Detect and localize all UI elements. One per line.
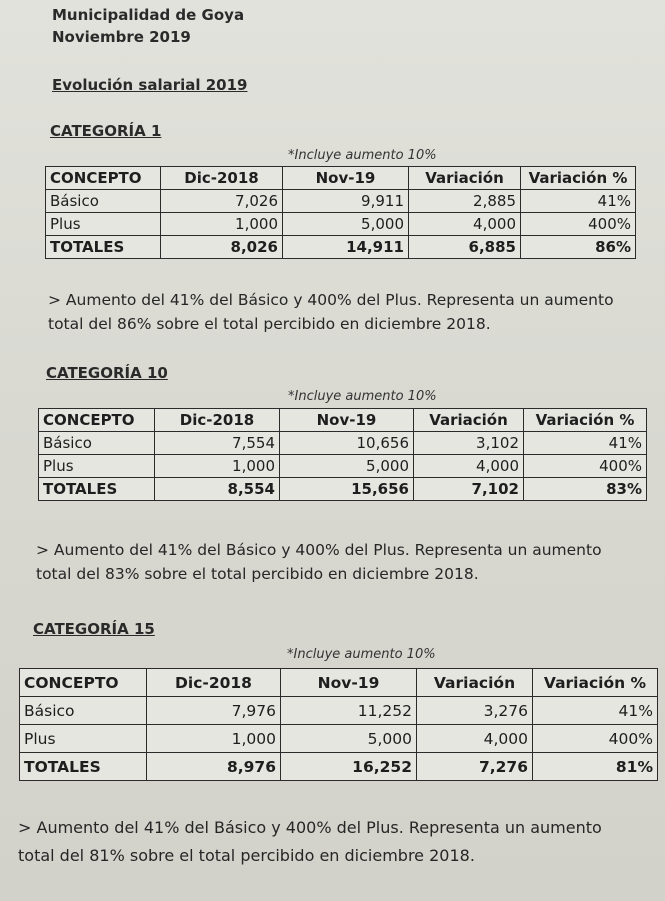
col-header: CONCEPTO bbox=[39, 409, 155, 432]
table-row bbox=[20, 697, 658, 725]
category-heading: CATEGORÍA 15 bbox=[33, 620, 155, 638]
cell-pct: 83% bbox=[524, 478, 647, 501]
table-note: *Incluye aumento 10% bbox=[288, 148, 437, 163]
cell-pct: 41% bbox=[533, 697, 658, 725]
totals-row bbox=[39, 478, 647, 501]
col-header: Dic-2018 bbox=[147, 669, 281, 697]
col-header: CONCEPTO bbox=[46, 167, 161, 190]
cell-concepto: Plus bbox=[46, 213, 161, 236]
col-header: Variación % bbox=[533, 669, 658, 697]
col-header: Variación bbox=[414, 409, 524, 432]
cell-concepto: Plus bbox=[39, 455, 155, 478]
cell-dic: 8,976 bbox=[147, 753, 281, 781]
col-header: CONCEPTO bbox=[20, 669, 147, 697]
cell-var: 4,000 bbox=[417, 725, 533, 753]
table-note: *Incluye aumento 10% bbox=[288, 389, 437, 404]
cell-pct: 86% bbox=[521, 236, 636, 259]
summary-line: total del 83% sobre el total percibido en diciembre 2018. bbox=[36, 565, 479, 583]
cell-dic: 8,554 bbox=[155, 478, 280, 501]
col-header: Dic-2018 bbox=[161, 167, 283, 190]
table-header-row bbox=[39, 409, 647, 432]
category-heading: CATEGORÍA 10 bbox=[46, 364, 168, 382]
cell-nov: 5,000 bbox=[281, 725, 417, 753]
table-header-row bbox=[46, 167, 636, 190]
col-header: Variación bbox=[417, 669, 533, 697]
cell-var: 3,276 bbox=[417, 697, 533, 725]
summary-line: > Aumento del 41% del Básico y 400% del Plus. Representa un aumento bbox=[48, 291, 614, 309]
summary-line: total del 81% sobre el total percibido en diciembre 2018. bbox=[18, 846, 475, 865]
document-title: Evolución salarial 2019 bbox=[52, 76, 248, 94]
col-header: Variación % bbox=[521, 167, 636, 190]
cell-nov: 15,656 bbox=[280, 478, 414, 501]
col-header: Nov-19 bbox=[281, 669, 417, 697]
table-row bbox=[39, 432, 647, 455]
cell-nov: 14,911 bbox=[283, 236, 409, 259]
cell-dic: 1,000 bbox=[161, 213, 283, 236]
summary-line: > Aumento del 41% del Básico y 400% del Plus. Representa un aumento bbox=[18, 818, 602, 837]
table-row bbox=[46, 190, 636, 213]
cell-var: 7,102 bbox=[414, 478, 524, 501]
cell-var: 6,885 bbox=[409, 236, 521, 259]
summary-paragraph bbox=[36, 538, 656, 586]
table-header-row bbox=[20, 669, 658, 697]
summary-paragraph bbox=[18, 814, 658, 870]
cell-var: 2,885 bbox=[409, 190, 521, 213]
cell-concepto: TOTALES bbox=[39, 478, 155, 501]
cell-var: 3,102 bbox=[414, 432, 524, 455]
cell-dic: 8,026 bbox=[161, 236, 283, 259]
cell-nov: 16,252 bbox=[281, 753, 417, 781]
totals-row bbox=[46, 236, 636, 259]
cell-nov: 5,000 bbox=[280, 455, 414, 478]
col-header: Dic-2018 bbox=[155, 409, 280, 432]
cell-concepto: TOTALES bbox=[46, 236, 161, 259]
cell-nov: 10,656 bbox=[280, 432, 414, 455]
org-name: Municipalidad de Goya bbox=[52, 6, 245, 24]
totals-row bbox=[20, 753, 658, 781]
cell-pct: 400% bbox=[524, 455, 647, 478]
cell-pct: 41% bbox=[521, 190, 636, 213]
cell-var: 7,276 bbox=[417, 753, 533, 781]
cell-dic: 1,000 bbox=[155, 455, 280, 478]
table-row bbox=[46, 213, 636, 236]
summary-line: total del 86% sobre el total percibido en diciembre 2018. bbox=[48, 315, 491, 333]
cell-dic: 7,976 bbox=[147, 697, 281, 725]
table-row bbox=[39, 455, 647, 478]
cell-concepto: Básico bbox=[39, 432, 155, 455]
cell-nov: 9,911 bbox=[283, 190, 409, 213]
cell-concepto: Básico bbox=[20, 697, 147, 725]
summary-paragraph bbox=[48, 288, 658, 336]
cell-pct: 400% bbox=[521, 213, 636, 236]
cell-nov: 11,252 bbox=[281, 697, 417, 725]
col-header: Nov-19 bbox=[283, 167, 409, 190]
cell-nov: 5,000 bbox=[283, 213, 409, 236]
table-row bbox=[20, 725, 658, 753]
cell-var: 4,000 bbox=[409, 213, 521, 236]
cell-dic: 7,554 bbox=[155, 432, 280, 455]
document-date: Noviembre 2019 bbox=[52, 28, 191, 46]
salary-table bbox=[19, 668, 658, 781]
cell-var: 4,000 bbox=[414, 455, 524, 478]
col-header: Variación bbox=[409, 167, 521, 190]
cell-concepto: Básico bbox=[46, 190, 161, 213]
cell-dic: 1,000 bbox=[147, 725, 281, 753]
category-heading: CATEGORÍA 1 bbox=[50, 122, 162, 140]
cell-pct: 81% bbox=[533, 753, 658, 781]
salary-table bbox=[38, 408, 647, 501]
col-header: Variación % bbox=[524, 409, 647, 432]
salary-table bbox=[45, 166, 636, 259]
col-header: Nov-19 bbox=[280, 409, 414, 432]
table-note: *Incluye aumento 10% bbox=[287, 647, 436, 662]
cell-concepto: Plus bbox=[20, 725, 147, 753]
cell-concepto: TOTALES bbox=[20, 753, 147, 781]
summary-line: > Aumento del 41% del Básico y 400% del Plus. Representa un aumento bbox=[36, 541, 602, 559]
cell-pct: 41% bbox=[524, 432, 647, 455]
cell-dic: 7,026 bbox=[161, 190, 283, 213]
cell-pct: 400% bbox=[533, 725, 658, 753]
